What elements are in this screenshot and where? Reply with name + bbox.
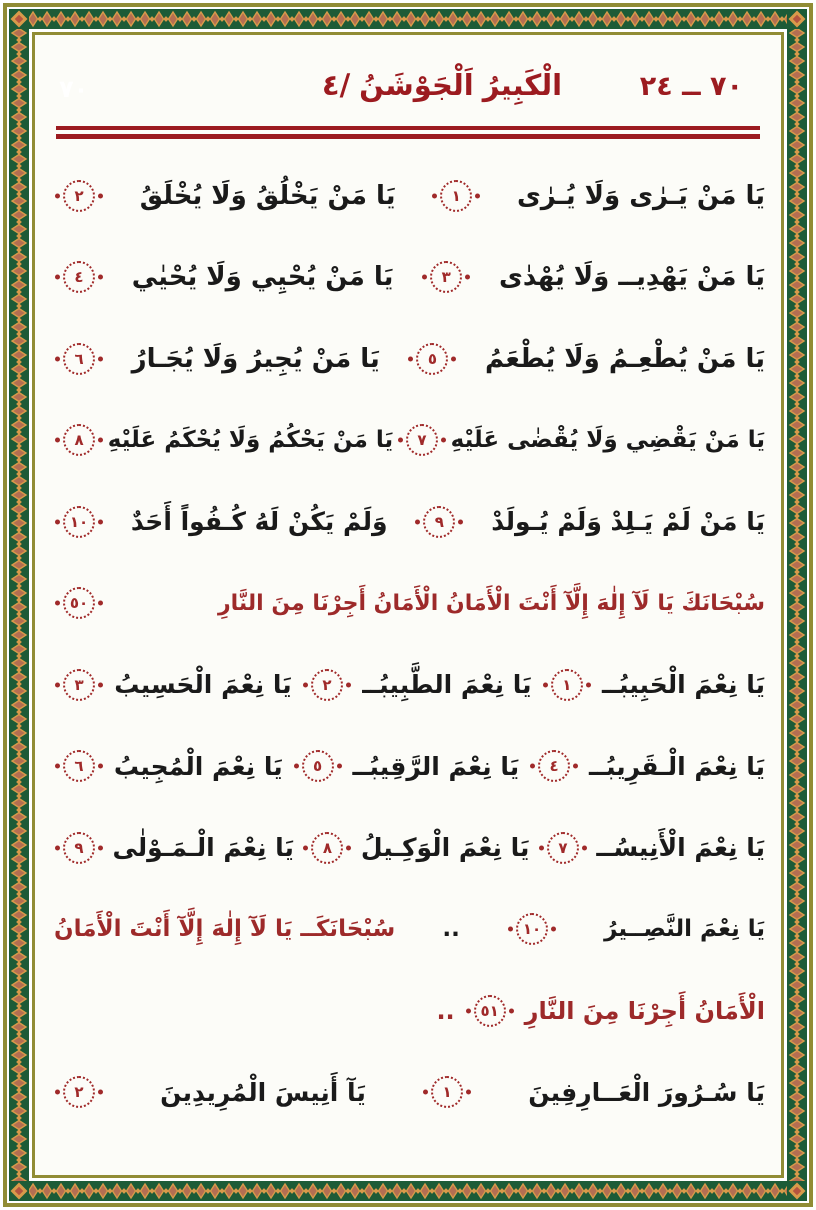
prayer-text: يَا نِعْمَ الْحَسِيبُ — [114, 670, 292, 700]
verse-number: ١٠ — [63, 506, 95, 538]
prayer-text: يَا نِعْمَ الْأَنِيسُــ — [596, 833, 765, 863]
border-ornament-right — [787, 9, 807, 1201]
verse-number: ٧ — [406, 424, 438, 456]
section-title-number: ٤/ — [321, 68, 351, 102]
section-title — [322, 68, 562, 102]
prayer-text: يَا نِعْمَ الْمُجِيبُ — [113, 751, 283, 781]
prayer-line — [54, 889, 765, 971]
prayer-text: يَا سُـرُورَ الْعَــارِفِينَ — [528, 1077, 765, 1107]
prayer-line — [54, 318, 765, 400]
prayer-text: يَا مَنْ يُطْعِـمُ وَلَا يُطْعَمُ — [485, 343, 765, 374]
prayer-line — [54, 1052, 765, 1134]
verse-number: ٣ — [63, 669, 95, 701]
prayer-text: يَا مَنْ يَخْلُقُ وَلَا يُخْلَقُ — [139, 180, 396, 211]
border-ornament-left — [9, 9, 29, 1201]
prayer-text: يَآ أَنِيسَ الْمُرِيدِينَ — [160, 1077, 366, 1107]
header-double-rule — [56, 126, 760, 139]
verse-number-rosette — [63, 261, 95, 293]
ghost-page-number: ٧٠ — [59, 75, 89, 103]
prayer-lines — [54, 155, 765, 1133]
verse-number-rosette — [63, 506, 95, 538]
verse-number-rosette — [406, 424, 438, 456]
corner-ornament — [9, 9, 29, 29]
verse-number-rosette — [63, 587, 95, 619]
verse-number-rosette — [423, 506, 455, 538]
verse-number-rosette — [430, 261, 462, 293]
verse-number: ٨ — [63, 424, 95, 456]
verse-number-rosette — [302, 750, 334, 782]
prayer-text: يَا نِعْمَ الْـمَـوْلٰى — [112, 833, 294, 863]
prayer-text: يَا نِعْمَ الرَّقِيبُــ — [352, 751, 520, 781]
verse-number: ٥١ — [474, 995, 506, 1027]
border-ornament-top — [9, 9, 807, 29]
verse-number: ٩ — [63, 832, 95, 864]
corner-ornament — [9, 1181, 29, 1201]
prayer-text: سُبْحَانَكَــ يَا لَآ إِلٰهَ إِلَّآ أَنْتَ الْأَمَانُ — [54, 916, 396, 943]
verse-number-rosette — [538, 750, 570, 782]
page-number: ٧٠ ــ ٢٤ — [639, 71, 743, 102]
prayer-text: يَا مَنْ يَحْكُمُ وَلَا يُحْكَمُ عَلَيْهِ — [107, 427, 394, 454]
prayer-line — [54, 563, 765, 645]
verse-number-rosette — [63, 343, 95, 375]
verse-number-rosette — [63, 424, 95, 456]
prayer-text: الْأَمَانُ أَجِرْنَا مِنَ النَّارِ — [524, 996, 765, 1025]
verse-number: ١٠ — [516, 913, 548, 945]
prayer-text: يَا نِعْمَ الْـقَرِيبُــ — [588, 751, 765, 781]
prayer-text: وَلَمْ يَكُنْ لَهُ كُـفُواً أَحَدٌ — [130, 507, 388, 537]
verse-number-rosette — [551, 669, 583, 701]
verse-number: ٢ — [63, 1076, 95, 1108]
verse-number: ٤ — [538, 750, 570, 782]
verse-number: ٦ — [63, 750, 95, 782]
prayer-line — [54, 726, 765, 808]
verse-number: ٩ — [423, 506, 455, 538]
prayer-text: يَا مَنْ لَمْ يَـلِدْ وَلَمْ يُـولَدْ — [491, 507, 765, 537]
prayer-text: .. — [436, 996, 455, 1025]
prayer-text: يَا مَنْ يُحْيِي وَلَا يُحْيٰي — [131, 262, 394, 293]
verse-number: ٤ — [63, 261, 95, 293]
verse-number-rosette — [63, 669, 95, 701]
prayer-line — [54, 807, 765, 889]
prayer-line — [54, 644, 765, 726]
verse-number: ٥ — [302, 750, 334, 782]
verse-number-rosette — [547, 832, 579, 864]
prayer-text: يَا نِعْمَ الْوَكِـيلُ — [360, 833, 530, 863]
verse-number-rosette — [516, 913, 548, 945]
corner-ornament — [787, 1181, 807, 1201]
verse-number-rosette — [311, 832, 343, 864]
section-title-word-1: اَلْجَوْشَنُ — [359, 68, 474, 102]
verse-number-rosette — [440, 180, 472, 212]
prayer-line — [54, 237, 765, 319]
verse-number: ١ — [431, 1076, 463, 1108]
verse-number-rosette — [416, 343, 448, 375]
prayer-text: يَا نِعْمَ النَّصِــيرُ — [604, 916, 765, 943]
prayer-text: يَا نِعْمَ الْحَبِيبُــ — [602, 670, 765, 700]
verse-number-rosette — [311, 669, 343, 701]
verse-number: ١ — [551, 669, 583, 701]
verse-number-rosette — [474, 995, 506, 1027]
verse-number: ١ — [440, 180, 472, 212]
prayer-line — [54, 155, 765, 237]
prayer-text: .. — [442, 916, 460, 943]
prayer-text: يَا نِعْمَ الطَّبِيبُــ — [362, 670, 532, 700]
verse-number-rosette — [63, 750, 95, 782]
prayer-text: يَا مَنْ يَقْضِي وَلَا يُقْضٰى عَلَيْهِ — [450, 427, 765, 454]
verse-number: ٧ — [547, 832, 579, 864]
verse-number: ٥٠ — [63, 587, 95, 619]
verse-number-rosette — [63, 180, 95, 212]
verse-number-rosette — [63, 832, 95, 864]
verse-number: ٦ — [63, 343, 95, 375]
prayer-text: سُبْحَانَكَ يَا لَآ إِلٰهَ إِلَّآ أَنْتَ الْأَمَانُ الْأَمَانُ أَجِرْنَا مِنَ النَّارِ — [217, 590, 765, 616]
corner-ornament — [787, 9, 807, 29]
prayer-line — [54, 970, 765, 1052]
verse-number: ٢ — [63, 180, 95, 212]
verse-number-rosette — [63, 1076, 95, 1108]
prayer-text: يَا مَنْ يَهْدِيــ وَلَا يُهْدٰى — [498, 262, 765, 293]
prayer-text: يَا مَنْ يَـرٰى وَلَا يُـرٰى — [516, 180, 765, 211]
verse-number: ٢ — [311, 669, 343, 701]
verse-number: ٨ — [311, 832, 343, 864]
page-content — [35, 35, 781, 1175]
verse-number-rosette — [431, 1076, 463, 1108]
section-title-word-2: الْكَبِيرُ — [482, 68, 563, 102]
border-ornament-bottom — [9, 1181, 807, 1201]
prayer-line — [54, 481, 765, 563]
verse-number: ٥ — [416, 343, 448, 375]
prayer-text: يَا مَنْ يُجِيرُ وَلَا يُجَـارُ — [131, 343, 380, 374]
verse-number: ٣ — [430, 261, 462, 293]
prayer-line — [54, 400, 765, 482]
